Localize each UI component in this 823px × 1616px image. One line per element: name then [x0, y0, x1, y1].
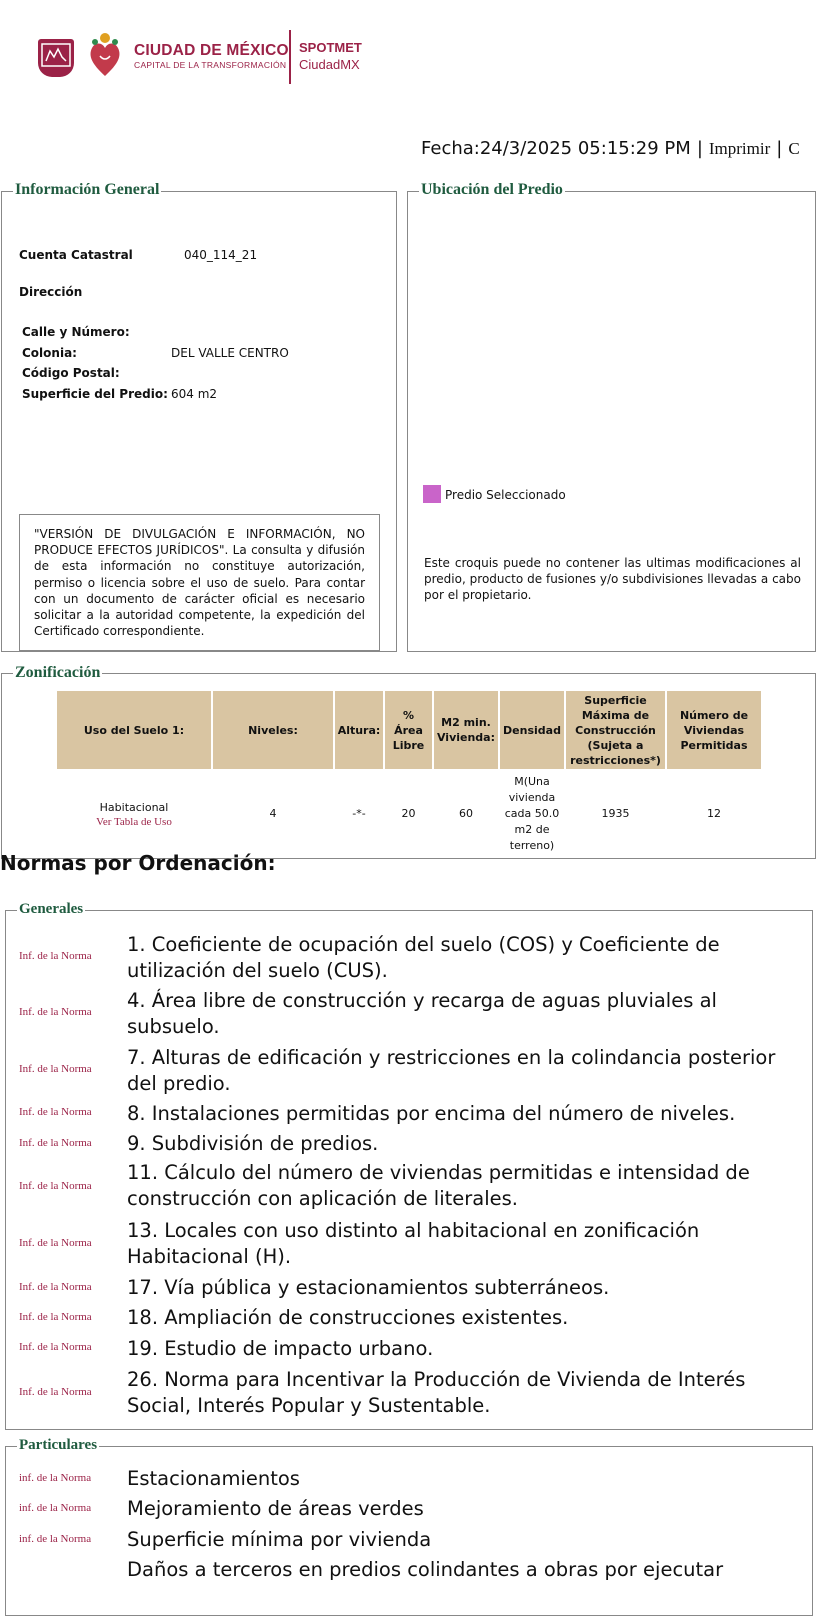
- norma-general-item: 13. Locales con uso distinto al habitacional en zonificación Habitacional (H).: [127, 1219, 700, 1268]
- zoning-cell-viviendas: 12: [707, 807, 721, 820]
- cuenta-value: 040_114_21: [184, 248, 258, 262]
- particulares-legend: Particulares: [19, 1437, 98, 1453]
- brand-divider: [289, 30, 291, 84]
- norma-info-link[interactable]: Inf. de la Norma: [19, 1237, 92, 1249]
- norma-particular-item: Estacionamientos: [127, 1467, 300, 1490]
- norma-general-item: 18. Ampliación de construcciones existentes.: [127, 1306, 569, 1329]
- norma-info-link[interactable]: Inf. de la Norma: [19, 1281, 92, 1293]
- normas-title: Normas por Ordenación:: [0, 851, 276, 875]
- norma-general-item: 8. Instalaciones permitidas por encima del número de niveles.: [127, 1102, 736, 1125]
- croquis-note: Este croquis puede no contener las ultimas modificaciones al predio, producto de fusiones y/o subdivisiones llevadas a cabo por el propietario.: [424, 556, 801, 602]
- print-link[interactable]: Imprimir: [708, 139, 771, 158]
- superficie-label: Superficie del Predio:: [22, 387, 168, 401]
- app-subname: CiudadMX: [299, 57, 360, 72]
- legal-notice: "VERSIÓN DE DIVULGACIÓN E INFORMACIÓN, NO PRODUCE EFECTOS JURÍDICOS". La consulta y difusión de esta información no constituye autorización, permiso o licencia sobre el uso de suelo. Para contar con un documento de carácter oficial es necesario solicitar a la autoridad competente, la expedición del Certificado correspondiente.: [19, 514, 380, 651]
- zoning-header-niveles: Niveles:: [213, 691, 333, 769]
- app-name: SPOTMET: [299, 40, 362, 55]
- zoning-header-altura: Altura:: [335, 691, 383, 769]
- norma-particular-info-link[interactable]: inf. de la Norma: [19, 1502, 92, 1514]
- norma-general-item: 11. Cálculo del número de viviendas permitidas e intensidad de construcción con aplicación de literales.: [127, 1161, 750, 1210]
- colonia-label: Colonia:: [22, 346, 77, 360]
- norma-general-item: 7. Alturas de edificación y restricciones en la colindancia posterior del predio.: [127, 1046, 776, 1095]
- cuenta-label: Cuenta Catastral: [19, 248, 133, 262]
- norma-general-item: 4. Área libre de construcción y recarga de aguas pluviales al subsuelo.: [127, 989, 717, 1038]
- norma-particular-item: Daños a terceros en predios colindantes a obras por ejecutar: [127, 1558, 724, 1581]
- cp-label: Código Postal:: [22, 366, 120, 380]
- zoning-cell-densidad: M(Una vivienda cada 50.0 m2 de terreno): [504, 775, 560, 852]
- direccion-label: Dirección: [19, 285, 83, 299]
- selected-lot-swatch: [423, 485, 441, 503]
- zoning-cell-uso: [57, 775, 211, 853]
- cut-link[interactable]: C: [788, 139, 800, 158]
- zoning-cell-area-libre: 20: [401, 807, 416, 820]
- brand-name: CIUDAD DE MÉXICO: [134, 42, 289, 59]
- norma-info-link[interactable]: Inf. de la Norma: [19, 1386, 92, 1398]
- norma-particular-item: Superficie mínima por vivienda: [127, 1528, 432, 1551]
- zoning-header-area-libre: % Área Libre: [385, 691, 432, 769]
- zoning-header-viviendas: Número de Viviendas Permitidas: [667, 691, 761, 769]
- date-text: Fecha:24/3/2025 05:15:29 PM: [421, 138, 691, 159]
- zoning-header-uso: Uso del Suelo 1:: [57, 691, 211, 769]
- zoning-header-m2-min: M2 min. Vivienda:: [434, 691, 498, 769]
- generales-legend: Generales: [19, 901, 84, 917]
- zoning-cell-niveles: 4: [269, 807, 277, 820]
- cdmx-shield-logo: [38, 39, 74, 77]
- zoning-header-densidad: Densidad: [500, 691, 564, 769]
- colonia-value: DEL VALLE CENTRO: [171, 346, 289, 360]
- norma-particular-info-link[interactable]: inf. de la Norma: [19, 1472, 92, 1484]
- norma-info-link[interactable]: Inf. de la Norma: [19, 1341, 92, 1353]
- zoning-header-superficie: Superficie Máxima de Construcción (Sujeta a restricciones*): [566, 691, 665, 769]
- brand-subtitle: CAPITAL DE LA TRANSFORMACIÓN: [134, 60, 287, 70]
- superficie-value: 604 m2: [171, 387, 218, 401]
- selected-lot-label: Predio Seleccionado: [445, 488, 566, 502]
- location-map[interactable]: [421, 210, 809, 478]
- norma-particular-info-link[interactable]: inf. de la Norma: [19, 1533, 92, 1545]
- ver-tabla-uso-link[interactable]: Ver Tabla de Uso: [96, 815, 172, 828]
- location-legend: Ubicación del Predio: [421, 181, 563, 198]
- norma-general-item: 19. Estudio de impacto urbano.: [127, 1337, 434, 1360]
- norma-info-link[interactable]: Inf. de la Norma: [19, 1106, 92, 1118]
- norma-info-link[interactable]: Inf. de la Norma: [19, 1006, 92, 1018]
- norma-info-link[interactable]: Inf. de la Norma: [19, 1311, 92, 1323]
- norma-general-item: 9. Subdivisión de predios.: [127, 1132, 379, 1155]
- norma-info-link[interactable]: Inf. de la Norma: [19, 1180, 92, 1192]
- norma-info-link[interactable]: Inf. de la Norma: [19, 1137, 92, 1149]
- zoning-cell-m2-min: 60: [459, 807, 473, 820]
- norma-particular-item: Mejoramiento de áreas verdes: [127, 1497, 424, 1520]
- norma-info-link[interactable]: Inf. de la Norma: [19, 1063, 92, 1075]
- heart-logo-icon: [86, 30, 124, 80]
- norma-info-link[interactable]: Inf. de la Norma: [19, 950, 92, 962]
- calle-label: Calle y Número:: [22, 325, 130, 339]
- date-bar: Fecha:24/3/2025 05:15:29 PM | Imprimir | C: [421, 138, 800, 159]
- zoning-uso-value: Habitacional: [99, 800, 169, 814]
- norma-general-item: 26. Norma para Incentivar la Producción de Vivienda de Interés Social, Interés Popular y Sustentable.: [127, 1368, 746, 1417]
- zoning-cell-altura: -*-: [352, 807, 366, 820]
- norma-general-item: 17. Vía pública y estacionamientos subterráneos.: [127, 1276, 610, 1299]
- general-info-legend: Información General: [15, 181, 160, 198]
- zoning-cell-superficie: 1935: [601, 807, 630, 820]
- norma-general-item: 1. Coeficiente de ocupación del suelo (COS) y Coeficiente de utilización del suelo (CUS).: [127, 933, 720, 982]
- zoning-legend: Zonificación: [15, 664, 101, 681]
